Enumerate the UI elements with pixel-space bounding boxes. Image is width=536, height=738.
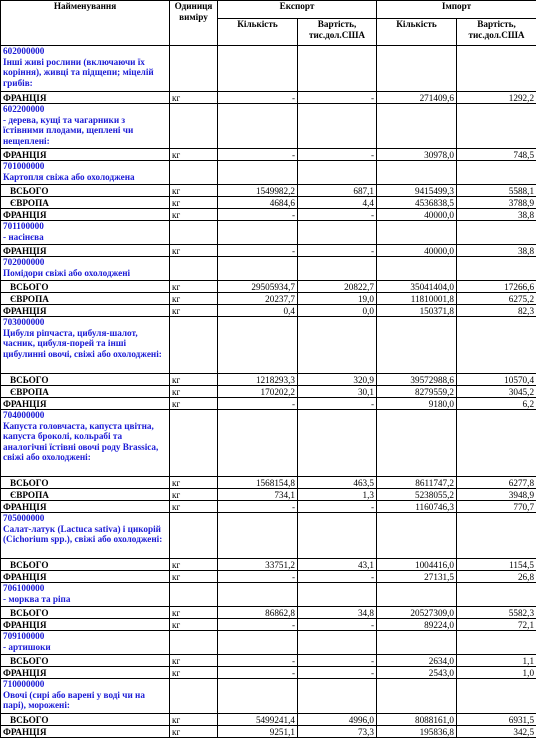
country-name-cell: ФРАНЦІЯ xyxy=(1,619,170,631)
unit-cell: кг xyxy=(170,398,218,410)
empty-cell xyxy=(298,679,377,714)
unit-cell: кг xyxy=(170,489,218,501)
product-description: 602200000 - дерева, кущі та чагарники з їстівними плодами, щеплені чи нещеплені: xyxy=(1,104,170,149)
empty-cell xyxy=(377,410,457,477)
export-value-cell: - xyxy=(298,209,377,221)
import-qty-cell: 1160746,3 xyxy=(377,501,457,513)
export-qty-cell: - xyxy=(218,149,298,161)
table-row xyxy=(1,559,536,571)
empty-cell xyxy=(377,679,457,714)
header-export: Експорт xyxy=(218,1,377,19)
export-value-cell: 320,9 xyxy=(298,374,377,386)
import-qty-cell: 40000,0 xyxy=(377,245,457,257)
export-value-cell: 73,3 xyxy=(298,726,377,738)
country-name-cell: ФРАНЦІЯ xyxy=(1,305,170,317)
import-qty-cell: 1004416,0 xyxy=(377,559,457,571)
country-name-cell: ВСЬОГО xyxy=(1,281,170,293)
country-name-cell: ФРАНЦІЯ xyxy=(1,398,170,410)
product-description: 703000000 Цибуля ріпчаста, цибуля-шалот, часник, цибуля-порей та інші цибулинні овочі, свіжі або охолоджені: xyxy=(1,317,170,374)
export-value-cell: 30,1 xyxy=(298,386,377,398)
empty-cell xyxy=(170,513,218,559)
import-qty-cell: 11810001,8 xyxy=(377,293,457,305)
table-row xyxy=(1,374,536,386)
product-code-row xyxy=(1,257,536,281)
export-value-cell: 43,1 xyxy=(298,559,377,571)
export-qty-cell: 0,4 xyxy=(218,305,298,317)
export-qty-cell: - xyxy=(218,667,298,679)
empty-cell xyxy=(377,257,457,281)
table-row xyxy=(1,209,536,221)
import-qty-cell: 39572988,6 xyxy=(377,374,457,386)
table-row xyxy=(1,92,536,104)
header-unit: Одиниця виміру xyxy=(170,1,218,46)
export-qty-cell: 86862,8 xyxy=(218,607,298,619)
unit-cell: кг xyxy=(170,209,218,221)
product-code-row xyxy=(1,679,536,714)
empty-cell xyxy=(457,513,536,559)
empty-cell xyxy=(218,161,298,185)
country-name-cell: ЄВРОПА xyxy=(1,293,170,305)
product-code-row xyxy=(1,410,536,477)
import-value-cell: 1154,5 xyxy=(457,559,536,571)
export-qty-cell: 734,1 xyxy=(218,489,298,501)
country-name-cell: ВСЬОГО xyxy=(1,185,170,197)
country-name-cell: ВСЬОГО xyxy=(1,477,170,489)
header-export-qty: Кількість xyxy=(218,19,298,46)
table-row xyxy=(1,398,536,410)
table-row xyxy=(1,185,536,197)
import-qty-cell: 2543,0 xyxy=(377,667,457,679)
unit-cell: кг xyxy=(170,245,218,257)
export-qty-cell: - xyxy=(218,571,298,583)
product-description: 710000000 Овочі (сирі або варені у воді чи на парі), морожені: xyxy=(1,679,170,714)
empty-cell xyxy=(170,221,218,245)
import-qty-cell: 4536838,5 xyxy=(377,197,457,209)
export-value-cell: - xyxy=(298,398,377,410)
import-value-cell: 38,8 xyxy=(457,209,536,221)
export-qty-cell: 4684,6 xyxy=(218,197,298,209)
table-row xyxy=(1,667,536,679)
unit-cell: кг xyxy=(170,305,218,317)
product-code-row xyxy=(1,631,536,655)
import-qty-cell: 20527309,0 xyxy=(377,607,457,619)
import-value-cell: 38,8 xyxy=(457,245,536,257)
export-value-cell: 0,0 xyxy=(298,305,377,317)
import-qty-cell: 9180,0 xyxy=(377,398,457,410)
empty-cell xyxy=(218,631,298,655)
empty-cell xyxy=(170,317,218,374)
empty-cell xyxy=(218,513,298,559)
empty-cell xyxy=(170,679,218,714)
import-value-cell: 5588,1 xyxy=(457,185,536,197)
empty-cell xyxy=(457,46,536,92)
export-qty-cell: - xyxy=(218,619,298,631)
export-qty-cell: 1549982,2 xyxy=(218,185,298,197)
import-value-cell: 6275,2 xyxy=(457,293,536,305)
export-qty-cell: 20237,7 xyxy=(218,293,298,305)
unit-cell: кг xyxy=(170,501,218,513)
product-code-row xyxy=(1,513,536,559)
product-code-row xyxy=(1,317,536,374)
product-code-row xyxy=(1,46,536,92)
export-value-cell: - xyxy=(298,667,377,679)
import-value-cell: 26,8 xyxy=(457,571,536,583)
table-row xyxy=(1,726,536,738)
empty-cell xyxy=(457,317,536,374)
empty-cell xyxy=(170,410,218,477)
table-row xyxy=(1,489,536,501)
import-qty-cell: 8279559,2 xyxy=(377,386,457,398)
empty-cell xyxy=(170,257,218,281)
export-qty-cell: - xyxy=(218,209,298,221)
product-description: 702000000 Помідори свіжі або охолоджені xyxy=(1,257,170,281)
table-row xyxy=(1,477,536,489)
empty-cell xyxy=(377,631,457,655)
export-value-cell: - xyxy=(298,92,377,104)
export-qty-cell: 170202,2 xyxy=(218,386,298,398)
product-code-row xyxy=(1,104,536,149)
export-value-cell: - xyxy=(298,501,377,513)
import-qty-cell: 27131,5 xyxy=(377,571,457,583)
export-qty-cell: 5499241,4 xyxy=(218,714,298,726)
unit-cell: кг xyxy=(170,726,218,738)
unit-cell: кг xyxy=(170,714,218,726)
unit-cell: кг xyxy=(170,92,218,104)
country-name-cell: ФРАНЦІЯ xyxy=(1,501,170,513)
product-code-row xyxy=(1,221,536,245)
country-name-cell: ВСЬОГО xyxy=(1,655,170,667)
product-description: 709100000 - артишоки xyxy=(1,631,170,655)
import-value-cell: 6277,8 xyxy=(457,477,536,489)
import-qty-cell: 271409,6 xyxy=(377,92,457,104)
import-qty-cell: 35041404,0 xyxy=(377,281,457,293)
import-value-cell: 1,1 xyxy=(457,655,536,667)
unit-cell: кг xyxy=(170,293,218,305)
export-qty-cell: - xyxy=(218,655,298,667)
import-value-cell: 72,1 xyxy=(457,619,536,631)
export-value-cell: 34,8 xyxy=(298,607,377,619)
import-qty-cell: 150371,8 xyxy=(377,305,457,317)
table-row xyxy=(1,607,536,619)
import-value-cell: 5582,3 xyxy=(457,607,536,619)
export-qty-cell: 33751,2 xyxy=(218,559,298,571)
unit-cell: кг xyxy=(170,655,218,667)
import-qty-cell: 30978,0 xyxy=(377,149,457,161)
export-value-cell: 1,3 xyxy=(298,489,377,501)
empty-cell xyxy=(170,583,218,607)
country-name-cell: ФРАНЦІЯ xyxy=(1,209,170,221)
empty-cell xyxy=(298,221,377,245)
empty-cell xyxy=(218,317,298,374)
empty-cell xyxy=(377,317,457,374)
empty-cell xyxy=(298,104,377,149)
empty-cell xyxy=(457,410,536,477)
empty-cell xyxy=(218,104,298,149)
empty-cell xyxy=(170,161,218,185)
empty-cell xyxy=(298,631,377,655)
import-value-cell: 6931,5 xyxy=(457,714,536,726)
country-name-cell: ФРАНЦІЯ xyxy=(1,667,170,679)
unit-cell: кг xyxy=(170,667,218,679)
table-body xyxy=(1,46,536,738)
empty-cell xyxy=(298,46,377,92)
unit-cell: кг xyxy=(170,559,218,571)
table-header xyxy=(1,1,536,46)
export-value-cell: - xyxy=(298,149,377,161)
export-qty-cell: - xyxy=(218,398,298,410)
export-value-cell: - xyxy=(298,571,377,583)
import-value-cell: 17266,6 xyxy=(457,281,536,293)
product-description: 701100000 - насінєва xyxy=(1,221,170,245)
import-qty-cell: 89224,0 xyxy=(377,619,457,631)
header-import-value: Вартість, тис.дол.США xyxy=(457,19,536,46)
export-value-cell: 463,5 xyxy=(298,477,377,489)
import-value-cell: 748,5 xyxy=(457,149,536,161)
country-name-cell: ВСЬОГО xyxy=(1,607,170,619)
table-row xyxy=(1,571,536,583)
header-export-value: Вартість, тис.дол.США xyxy=(298,19,377,46)
table-row xyxy=(1,619,536,631)
unit-cell: кг xyxy=(170,477,218,489)
empty-cell xyxy=(377,46,457,92)
unit-cell: кг xyxy=(170,619,218,631)
empty-cell xyxy=(457,631,536,655)
product-description: 701000000 Картопля свіжа або охолоджена xyxy=(1,161,170,185)
table-row xyxy=(1,281,536,293)
empty-cell xyxy=(377,161,457,185)
empty-cell xyxy=(457,257,536,281)
export-qty-cell: 1218293,3 xyxy=(218,374,298,386)
product-code-row xyxy=(1,161,536,185)
import-value-cell: 342,5 xyxy=(457,726,536,738)
unit-cell: кг xyxy=(170,374,218,386)
import-value-cell: 1292,2 xyxy=(457,92,536,104)
product-description: 602000000 Інші живі рослини (включаючи їх коріння), живці та підщепи; міцелій грибів: xyxy=(1,46,170,92)
table-row xyxy=(1,501,536,513)
empty-cell xyxy=(377,513,457,559)
export-qty-cell: - xyxy=(218,92,298,104)
empty-cell xyxy=(377,583,457,607)
export-value-cell: - xyxy=(298,619,377,631)
product-description: 706100000 - морква та ріпа xyxy=(1,583,170,607)
empty-cell xyxy=(377,221,457,245)
empty-cell xyxy=(170,104,218,149)
import-value-cell: 6,2 xyxy=(457,398,536,410)
import-value-cell: 10570,4 xyxy=(457,374,536,386)
empty-cell xyxy=(218,583,298,607)
export-value-cell: 4996,0 xyxy=(298,714,377,726)
country-name-cell: ФРАНЦІЯ xyxy=(1,571,170,583)
empty-cell xyxy=(377,104,457,149)
empty-cell xyxy=(457,221,536,245)
import-qty-cell: 8611747,2 xyxy=(377,477,457,489)
export-qty-cell: - xyxy=(218,245,298,257)
empty-cell xyxy=(298,410,377,477)
country-name-cell: ЄВРОПА xyxy=(1,386,170,398)
unit-cell: кг xyxy=(170,185,218,197)
empty-cell xyxy=(170,46,218,92)
empty-cell xyxy=(457,583,536,607)
empty-cell xyxy=(298,513,377,559)
export-value-cell: 4,4 xyxy=(298,197,377,209)
import-value-cell: 82,3 xyxy=(457,305,536,317)
export-value-cell: - xyxy=(298,655,377,667)
country-name-cell: ВСЬОГО xyxy=(1,374,170,386)
export-value-cell: 20822,7 xyxy=(298,281,377,293)
import-value-cell: 3045,2 xyxy=(457,386,536,398)
table-row xyxy=(1,293,536,305)
table-row xyxy=(1,197,536,209)
empty-cell xyxy=(298,317,377,374)
table-row xyxy=(1,386,536,398)
empty-cell xyxy=(457,161,536,185)
import-value-cell: 3788,9 xyxy=(457,197,536,209)
header-import-qty: Кількість xyxy=(377,19,457,46)
empty-cell xyxy=(457,104,536,149)
export-qty-cell: - xyxy=(218,501,298,513)
product-description: 705000000 Салат-латук (Lactuca sativa) і цикорій (Cichorium spp.), свіжі або охолоджені: xyxy=(1,513,170,559)
import-qty-cell: 195836,8 xyxy=(377,726,457,738)
product-code-row xyxy=(1,583,536,607)
export-value-cell: 19,0 xyxy=(298,293,377,305)
empty-cell xyxy=(170,631,218,655)
country-name-cell: ЄВРОПА xyxy=(1,489,170,501)
empty-cell xyxy=(218,410,298,477)
empty-cell xyxy=(298,257,377,281)
product-description: 704000000 Капуста головчаста, капуста цвітна, капуста броколі, кольрабі та аналогічні їстівні овочі роду Brassica, свіжі або охолоджені: xyxy=(1,410,170,477)
import-value-cell: 1,0 xyxy=(457,667,536,679)
empty-cell xyxy=(457,679,536,714)
unit-cell: кг xyxy=(170,281,218,293)
import-qty-cell: 5238055,2 xyxy=(377,489,457,501)
country-name-cell: ЄВРОПА xyxy=(1,197,170,209)
export-qty-cell: 9251,1 xyxy=(218,726,298,738)
table-row xyxy=(1,245,536,257)
country-name-cell: ВСЬОГО xyxy=(1,559,170,571)
unit-cell: кг xyxy=(170,607,218,619)
export-qty-cell: 29505934,7 xyxy=(218,281,298,293)
import-qty-cell: 2634,0 xyxy=(377,655,457,667)
unit-cell: кг xyxy=(170,197,218,209)
unit-cell: кг xyxy=(170,149,218,161)
empty-cell xyxy=(298,161,377,185)
empty-cell xyxy=(218,257,298,281)
country-name-cell: ВСЬОГО xyxy=(1,714,170,726)
import-qty-cell: 8088161,0 xyxy=(377,714,457,726)
import-qty-cell: 40000,0 xyxy=(377,209,457,221)
import-value-cell: 3948,9 xyxy=(457,489,536,501)
unit-cell: кг xyxy=(170,571,218,583)
empty-cell xyxy=(298,583,377,607)
country-name-cell: ФРАНЦІЯ xyxy=(1,726,170,738)
table-row xyxy=(1,655,536,667)
export-qty-cell: 1568154,8 xyxy=(218,477,298,489)
empty-cell xyxy=(218,46,298,92)
header-import: Імпорт xyxy=(377,1,536,19)
empty-cell xyxy=(218,679,298,714)
country-name-cell: ФРАНЦІЯ xyxy=(1,245,170,257)
country-name-cell: ФРАНЦІЯ xyxy=(1,92,170,104)
empty-cell xyxy=(218,221,298,245)
export-value-cell: - xyxy=(298,245,377,257)
country-name-cell: ФРАНЦІЯ xyxy=(1,149,170,161)
import-value-cell: 770,7 xyxy=(457,501,536,513)
import-qty-cell: 9415499,3 xyxy=(377,185,457,197)
header-name: Найменування xyxy=(1,1,170,46)
unit-cell: кг xyxy=(170,386,218,398)
export-value-cell: 687,1 xyxy=(298,185,377,197)
table-row xyxy=(1,714,536,726)
table-row xyxy=(1,149,536,161)
table-row xyxy=(1,305,536,317)
